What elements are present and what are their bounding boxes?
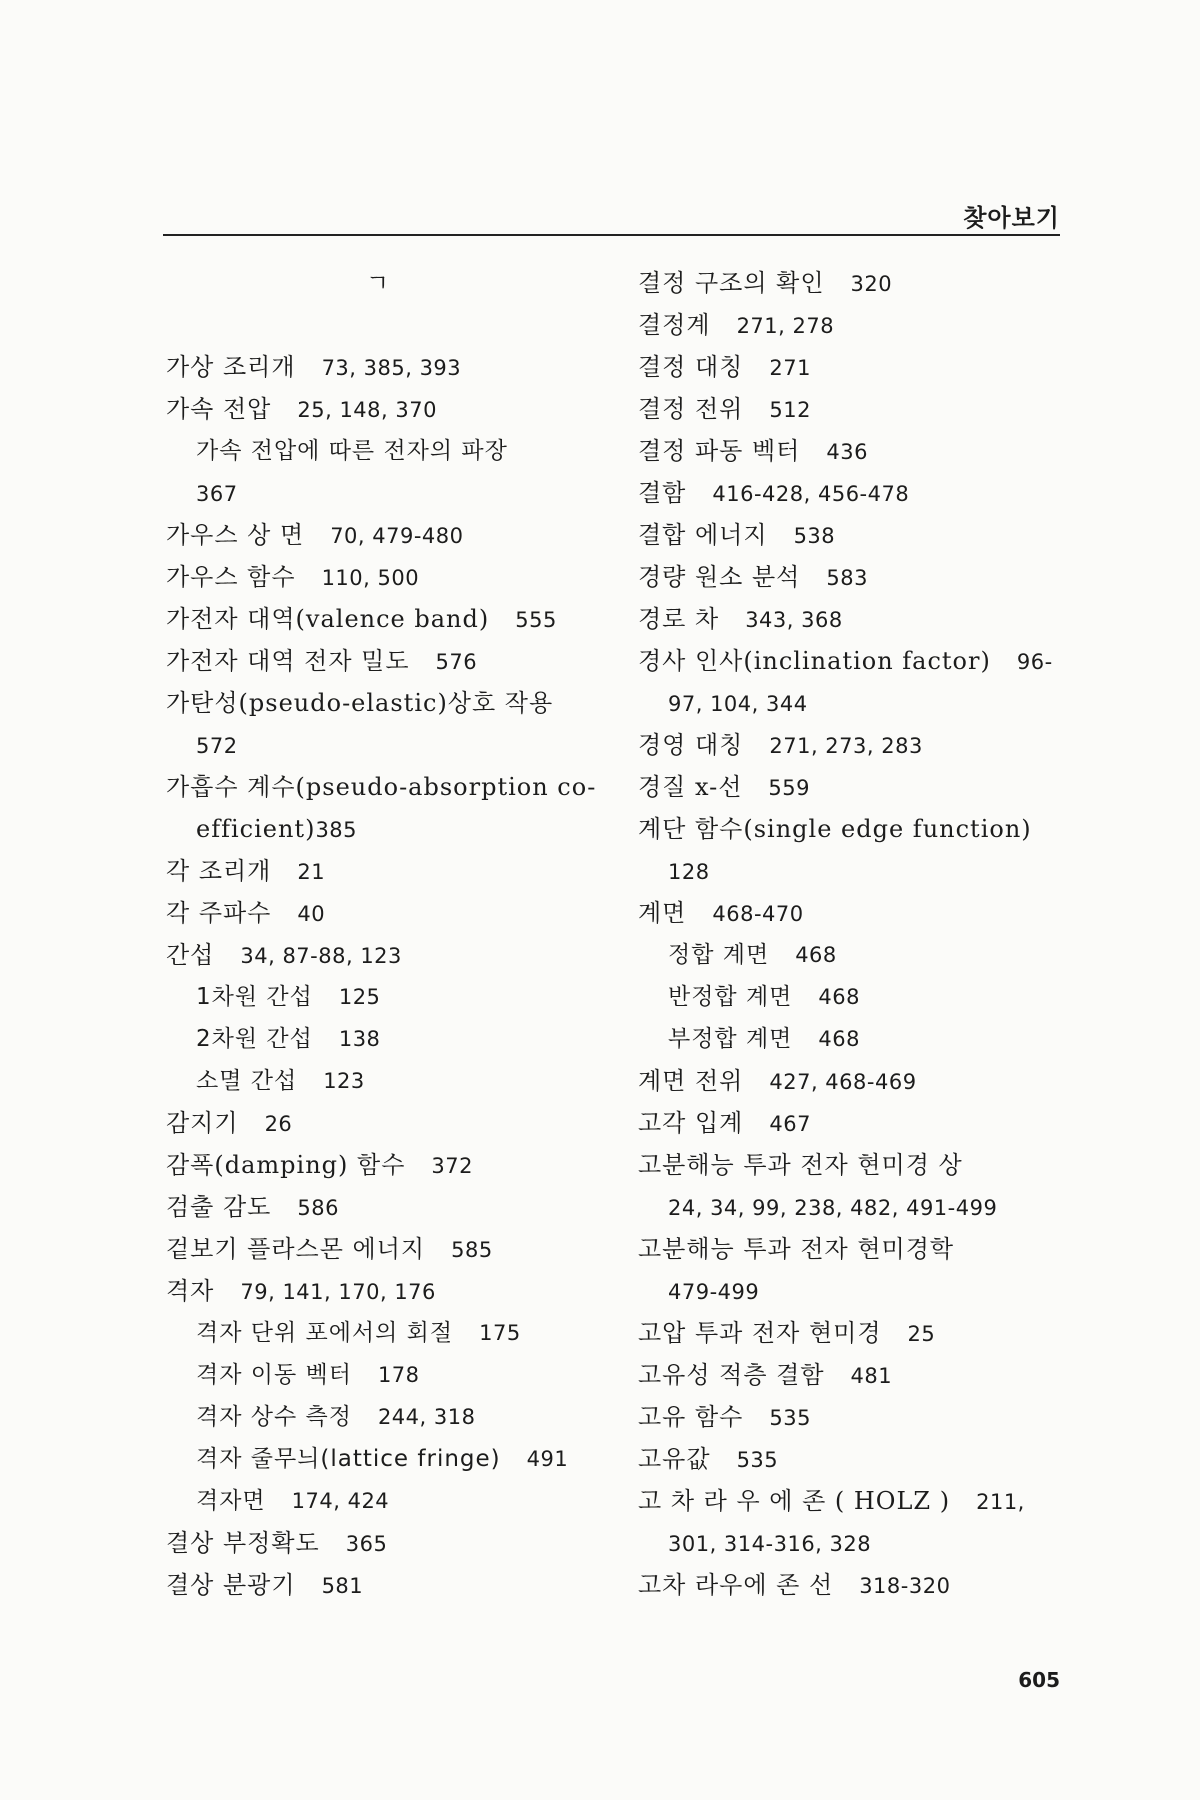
index-term: 결정 대칭 bbox=[638, 353, 744, 381]
index-term: 감폭(damping) 함수 bbox=[166, 1151, 406, 1179]
index-page-refs: 385 bbox=[315, 818, 358, 842]
index-term: 경영 대칭 bbox=[638, 731, 744, 759]
index-term: 반정합 계면 bbox=[668, 984, 793, 1010]
index-page-refs: 416-428, 456-478 bbox=[712, 482, 910, 506]
index-page-refs: 436 bbox=[826, 440, 868, 464]
index-term: 경질 x-선 bbox=[638, 773, 743, 801]
index-page-refs: 174, 424 bbox=[291, 1489, 390, 1513]
index-term: 고각 입계 bbox=[638, 1109, 744, 1137]
index-term: 격자 bbox=[166, 1277, 215, 1305]
index-entry bbox=[166, 388, 606, 430]
index-term: 격자 단위 포에서의 회절 bbox=[196, 1320, 454, 1346]
index-entry bbox=[638, 850, 1058, 892]
index-entry bbox=[638, 556, 1058, 598]
index-entry bbox=[166, 724, 606, 766]
index-page-refs: 468 bbox=[795, 943, 837, 967]
index-term: 가속 전압에 따른 전자의 파장 bbox=[196, 438, 508, 464]
index-term: 가전자 대역(valence band) bbox=[166, 605, 490, 633]
index-page-refs: 468-470 bbox=[712, 902, 804, 926]
index-term: 고분해능 투과 전자 현미경학 bbox=[638, 1235, 955, 1263]
index-entry bbox=[166, 1270, 606, 1312]
index-entry bbox=[166, 934, 606, 976]
index-page-refs: 559 bbox=[768, 776, 810, 800]
index-entry bbox=[166, 472, 606, 514]
index-entry bbox=[166, 1354, 606, 1396]
index-term: 감지기 bbox=[166, 1109, 239, 1137]
index-entry bbox=[166, 346, 606, 388]
index-entry bbox=[638, 1018, 1058, 1060]
index-entry bbox=[638, 724, 1058, 766]
index-entry bbox=[638, 976, 1058, 1018]
index-term: 정합 계면 bbox=[668, 942, 770, 968]
index-term: 결함 bbox=[638, 479, 687, 507]
index-term: efficient) bbox=[196, 815, 316, 843]
index-term: 결정 파동 벡터 bbox=[638, 437, 801, 465]
index-page-refs: 97, 104, 344 bbox=[668, 692, 808, 716]
index-entry bbox=[638, 892, 1058, 934]
index-entry bbox=[638, 262, 1058, 304]
index-term: 가우스 함수 bbox=[166, 563, 296, 591]
page-number: 605 bbox=[1018, 1668, 1060, 1692]
index-term: 가전자 대역 전자 밀도 bbox=[166, 647, 410, 675]
index-entry bbox=[638, 1228, 1058, 1270]
index-entry bbox=[638, 1438, 1058, 1480]
index-term: 가탄성(pseudo-elastic)상호 작용 bbox=[166, 689, 554, 717]
index-page-refs: 467 bbox=[769, 1112, 811, 1136]
index-page-refs: 301, 314-316, 328 bbox=[668, 1532, 872, 1556]
index-term: 2차원 간섭 bbox=[196, 1026, 313, 1052]
index-page-refs: 34, 87-88, 123 bbox=[240, 944, 402, 968]
index-page-refs: 123 bbox=[323, 1069, 365, 1093]
index-term: 가속 전압 bbox=[166, 395, 272, 423]
index-term: 결상 부정확도 bbox=[166, 1529, 320, 1557]
index-entry bbox=[638, 808, 1058, 850]
index-term: 간섭 bbox=[166, 941, 215, 969]
index-term: 고분해능 투과 전자 현미경 상 bbox=[638, 1151, 963, 1179]
index-entry bbox=[166, 430, 606, 472]
index-entry bbox=[166, 766, 606, 808]
index-term: 결정 구조의 확인 bbox=[638, 269, 825, 297]
index-term: 각 조리개 bbox=[166, 857, 272, 885]
index-page-refs: 367 bbox=[196, 482, 238, 506]
index-term: 가상 조리개 bbox=[166, 353, 296, 381]
index-entry bbox=[638, 1144, 1058, 1186]
index-entry bbox=[166, 1396, 606, 1438]
index-entry bbox=[638, 682, 1058, 724]
index-page-refs: 21 bbox=[297, 860, 326, 884]
index-page-refs: 372 bbox=[431, 1154, 473, 1178]
index-entry bbox=[638, 1396, 1058, 1438]
index-entry bbox=[638, 514, 1058, 556]
index-term: 결상 분광기 bbox=[166, 1571, 296, 1599]
index-entry bbox=[166, 1102, 606, 1144]
index-page-refs: 479-499 bbox=[668, 1280, 760, 1304]
index-entry bbox=[166, 1060, 606, 1102]
index-entry bbox=[638, 1060, 1058, 1102]
index-entry bbox=[638, 1270, 1058, 1312]
index-entry bbox=[166, 1018, 606, 1060]
index-entry bbox=[166, 1522, 606, 1564]
index-page-refs: 178 bbox=[377, 1363, 420, 1387]
index-page-refs: 427, 468-469 bbox=[769, 1070, 917, 1094]
index-page-refs: 271 bbox=[769, 356, 811, 380]
index-page-refs: 365 bbox=[345, 1532, 388, 1556]
index-entry bbox=[638, 1354, 1058, 1396]
index-entry bbox=[638, 1186, 1058, 1228]
index-term: 소멸 간섭 bbox=[196, 1068, 298, 1094]
index-page-refs: 535 bbox=[769, 1406, 811, 1430]
index-term: 경사 인사(inclination factor) bbox=[638, 647, 991, 675]
header-rule bbox=[163, 234, 1060, 236]
index-column-left bbox=[166, 262, 606, 1606]
index-term: 부정합 계면 bbox=[668, 1026, 793, 1052]
index-page-refs: 585 bbox=[451, 1238, 493, 1262]
index-page-refs: 79, 141, 170, 176 bbox=[240, 1280, 436, 1304]
index-term: 결합 에너지 bbox=[638, 521, 768, 549]
index-page-refs: 96- bbox=[1016, 650, 1053, 674]
index-term: 계단 함수(single edge function) bbox=[638, 815, 1032, 843]
index-entry bbox=[166, 262, 606, 304]
index-entry bbox=[166, 1480, 606, 1522]
index-term: 가우스 상 면 bbox=[166, 521, 305, 549]
index-term: 고압 투과 전자 현미경 bbox=[638, 1319, 882, 1347]
index-page-refs: 481 bbox=[850, 1364, 893, 1388]
index-entry bbox=[638, 640, 1058, 682]
index-entry bbox=[638, 1522, 1058, 1564]
index-entry bbox=[638, 1102, 1058, 1144]
index-term: 결정계 bbox=[638, 311, 711, 339]
running-title: 찾아보기 bbox=[963, 204, 1060, 232]
index-term: 계면 전위 bbox=[638, 1067, 744, 1095]
index-entry bbox=[638, 472, 1058, 514]
index-page-refs: 555 bbox=[515, 608, 557, 632]
index-page-refs: 318-320 bbox=[859, 1574, 951, 1598]
index-entry bbox=[166, 1312, 606, 1354]
index-page-refs: 40 bbox=[297, 902, 326, 926]
index-page-refs: 343, 368 bbox=[745, 608, 843, 632]
index-column-right bbox=[638, 262, 1058, 1606]
index-entry bbox=[166, 976, 606, 1018]
index-term: 경량 원소 분석 bbox=[638, 563, 801, 591]
index-entry bbox=[638, 430, 1058, 472]
index-term: 고유 함수 bbox=[638, 1403, 744, 1431]
index-entry bbox=[166, 682, 606, 724]
index-page-refs: 24, 34, 99, 238, 482, 491-499 bbox=[668, 1196, 998, 1220]
index-page-refs: 25, 148, 370 bbox=[297, 398, 437, 422]
index-page-refs: 70, 479-480 bbox=[330, 524, 464, 548]
index-entry bbox=[166, 1228, 606, 1270]
index-term: 각 주파수 bbox=[166, 899, 272, 927]
index-entry bbox=[638, 304, 1058, 346]
index-term: 1차원 간섭 bbox=[196, 984, 313, 1010]
index-entry bbox=[638, 1564, 1058, 1606]
index-term: 격자 상수 측정 bbox=[196, 1404, 352, 1430]
index-term: 겉보기 플라스몬 에너지 bbox=[166, 1235, 426, 1263]
index-page-refs: 26 bbox=[264, 1112, 293, 1136]
index-entry bbox=[166, 892, 606, 934]
index-term: 경로 차 bbox=[638, 605, 720, 633]
index-page-refs: 73, 385, 393 bbox=[321, 356, 462, 380]
index-entry bbox=[638, 1480, 1058, 1522]
index-entry bbox=[166, 640, 606, 682]
index-page-refs: 581 bbox=[321, 1574, 364, 1598]
index-term: 가흡수 계수(pseudo-absorption co- bbox=[166, 773, 597, 801]
index-entry bbox=[638, 1312, 1058, 1354]
index-term: 격자 줄무늬(lattice fringe) bbox=[196, 1446, 501, 1472]
index-term: 고유값 bbox=[638, 1445, 711, 1473]
index-entry bbox=[166, 808, 606, 850]
index-term: ㄱ bbox=[366, 269, 391, 297]
index-term: 검출 감도 bbox=[166, 1193, 272, 1221]
index-entry bbox=[638, 388, 1058, 430]
index-page-refs: 125 bbox=[338, 985, 381, 1009]
index-page-refs: 110, 500 bbox=[321, 566, 420, 590]
index-entry bbox=[638, 346, 1058, 388]
index-page-refs: 491 bbox=[526, 1447, 569, 1471]
index-entry bbox=[638, 766, 1058, 808]
index-term: 고유성 적층 결함 bbox=[638, 1361, 825, 1389]
index-page-refs: 175 bbox=[479, 1321, 521, 1345]
index-page-refs: 25 bbox=[907, 1322, 936, 1346]
index-page-refs: 512 bbox=[769, 398, 811, 422]
index-page-refs: 271, 273, 283 bbox=[769, 734, 923, 758]
index-entry bbox=[166, 514, 606, 556]
index-term: 결정 전위 bbox=[638, 395, 744, 423]
index-entry bbox=[166, 598, 606, 640]
index-page-refs: 535 bbox=[736, 1448, 779, 1472]
index-entry bbox=[166, 1186, 606, 1228]
index-page-refs: 576 bbox=[435, 650, 478, 674]
index-page-refs: 468 bbox=[818, 1027, 860, 1051]
index-page-refs: 468 bbox=[818, 985, 860, 1009]
index-spacer bbox=[166, 304, 606, 346]
index-page-refs: 128 bbox=[668, 860, 710, 884]
index-entry bbox=[166, 1564, 606, 1606]
index-entry bbox=[166, 1438, 606, 1480]
index-term: 계면 bbox=[638, 899, 687, 927]
index-term: 고 차 라 우 에 존 ( HOLZ ) bbox=[638, 1487, 951, 1515]
index-entry bbox=[638, 598, 1058, 640]
index-page-refs: 572 bbox=[196, 734, 238, 758]
index-term: 고차 라우에 존 선 bbox=[638, 1571, 834, 1599]
index-page-refs: 138 bbox=[338, 1027, 381, 1051]
index-entry bbox=[166, 1144, 606, 1186]
index-entry bbox=[638, 934, 1058, 976]
index-entry bbox=[166, 556, 606, 598]
index-page-refs: 583 bbox=[826, 566, 868, 590]
index-page-refs: 320 bbox=[850, 272, 893, 296]
index-term: 격자 이동 벡터 bbox=[196, 1362, 352, 1388]
index-page-refs: 244, 318 bbox=[377, 1405, 476, 1429]
index-page-refs: 211, bbox=[976, 1490, 1025, 1514]
index-page-refs: 538 bbox=[793, 524, 836, 548]
index-term: 격자면 bbox=[196, 1488, 266, 1514]
index-page-refs: 271, 278 bbox=[736, 314, 835, 338]
index-page-refs: 586 bbox=[297, 1196, 339, 1220]
index-entry bbox=[166, 850, 606, 892]
